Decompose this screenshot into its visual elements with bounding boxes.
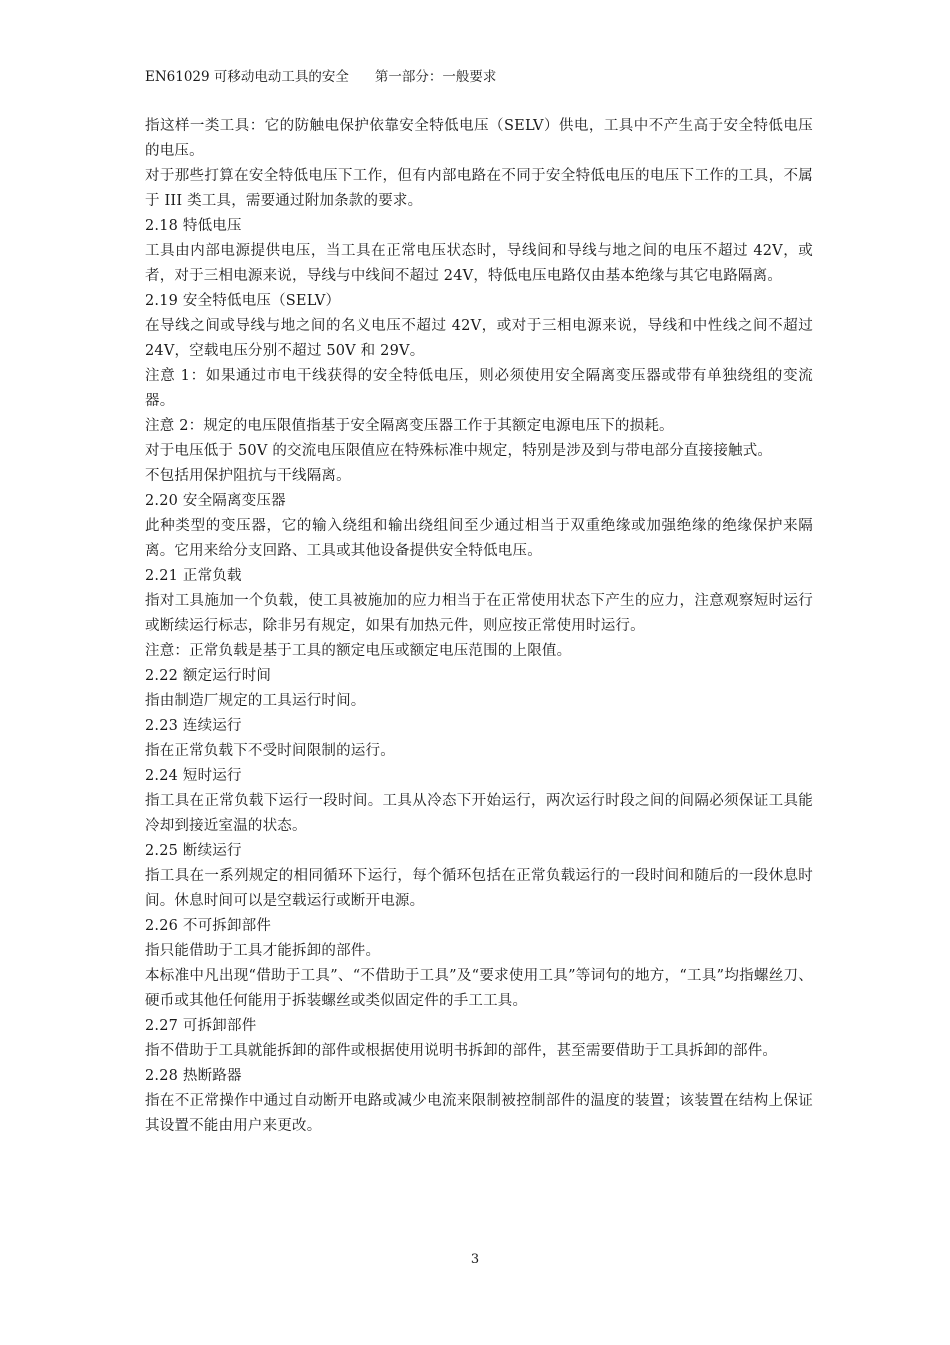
paragraph: 在导线之间或导线与地之间的名义电压不超过 42V，或对于三相电源来说，导线和中性线之间不超过 24V，空载电压分别不超过 50V 和 29V。 xyxy=(145,318,813,359)
paragraph: 对于那些打算在安全特低电压下工作，但有内部电路在不同于安全特低电压的电压下工作的工具，不属于 III 类工具，需要通过附加条款的要求。 xyxy=(145,168,813,209)
page-header xyxy=(145,68,496,86)
paragraph: 此种类型的变压器，它的输入绕组和输出绕组间至少通过相当于双重绝缘或加强绝缘的绝缘保护来隔离。它用来给分支回路、工具或其他设备提供安全特低电压。 xyxy=(145,518,813,559)
paragraph: 指工具在一系列规定的相同循环下运行，每个循环包括在正常负载运行的一段时间和随后的一段休息时间。休息时间可以是空载运行或断开电源。 xyxy=(145,868,813,909)
section-heading: 2.19 安全特低电压（SELV） xyxy=(145,293,341,309)
note: 注意 1：如果通过市电干线获得的安全特低电压，则必须使用安全隔离变压器或带有单独绕组的变流器。 xyxy=(145,368,813,409)
paragraph: 指在正常负载下不受时间限制的运行。 xyxy=(145,743,395,759)
document-part: 第一部分：一般要求 xyxy=(374,69,497,85)
section-heading: 2.28 热断路器 xyxy=(145,1068,242,1084)
section-heading: 2.26 不可拆卸部件 xyxy=(145,918,272,934)
paragraph: 不包括用保护阻抗与干线隔离。 xyxy=(145,468,351,484)
page-number: 3 xyxy=(470,1252,480,1267)
section-heading: 2.21 正常负载 xyxy=(145,568,242,584)
paragraph: 指对工具施加一个负载，使工具被施加的应力相当于在正常使用状态下产生的应力，注意观察短时运行或断续运行标志，除非另有规定，如果有加热元件，则应按正常使用时运行。 xyxy=(145,593,813,634)
note: 注意：正常负载是基于工具的额定电压或额定电压范围的上限值。 xyxy=(145,643,572,659)
section-heading: 2.27 可拆卸部件 xyxy=(145,1018,257,1034)
note: 注意 2：规定的电压限值指基于安全隔离变压器工作于其额定电源电压下的损耗。 xyxy=(145,418,674,434)
paragraph: 指工具在正常负载下运行一段时间。工具从冷态下开始运行，两次运行时段之间的间隔必须保证工具能冷却到接近室温的状态。 xyxy=(145,793,813,834)
paragraph: 指这样一类工具：它的防触电保护依靠安全特低电压（SELV）供电，工具中不产生高于安全特低电压的电压。 xyxy=(145,118,813,159)
paragraph: 指由制造厂规定的工具运行时间。 xyxy=(145,693,366,709)
paragraph: 指在不正常操作中通过自动断开电路或减少电流来限制被控制部件的温度的装置；该装置在结构上保证其设置不能由用户来更改。 xyxy=(145,1093,813,1134)
section-heading: 2.25 断续运行 xyxy=(145,843,242,859)
paragraph: 指只能借助于工具才能拆卸的部件。 xyxy=(145,943,381,959)
section-heading: 2.18 特低电压 xyxy=(145,218,242,234)
section-heading: 2.22 额定运行时间 xyxy=(145,668,272,684)
paragraph: 指不借助于工具就能拆卸的部件或根据使用说明书拆卸的部件，甚至需要借助于工具拆卸的部件。 xyxy=(145,1043,778,1059)
section-heading: 2.23 连续运行 xyxy=(145,718,242,734)
section-heading: 2.24 短时运行 xyxy=(145,768,242,784)
paragraph: 对于电压低于 50V 的交流电压限值应在特殊标准中规定，特别是涉及到与带电部分直接接触式。 xyxy=(145,443,773,459)
section-heading: 2.20 安全隔离变压器 xyxy=(145,493,286,509)
document-title: EN61029 可移动电动工具的安全 xyxy=(145,69,349,85)
paragraph: 本标准中凡出现“借助于工具”、“不借助于工具”及“要求使用工具”等词句的地方，“工具”均指螺丝刀、硬币或其他任何能用于拆装螺丝或类似固定件的手工工具。 xyxy=(145,968,813,1009)
page-content xyxy=(145,114,813,1139)
paragraph: 工具由内部电源提供电压，当工具在正常电压状态时，导线间和导线与地之间的电压不超过 42V，或者，对于三相电源来说，导线与中线间不超过 24V，特低电压电路仅由基本绝缘与其它电路隔离。 xyxy=(145,243,813,284)
